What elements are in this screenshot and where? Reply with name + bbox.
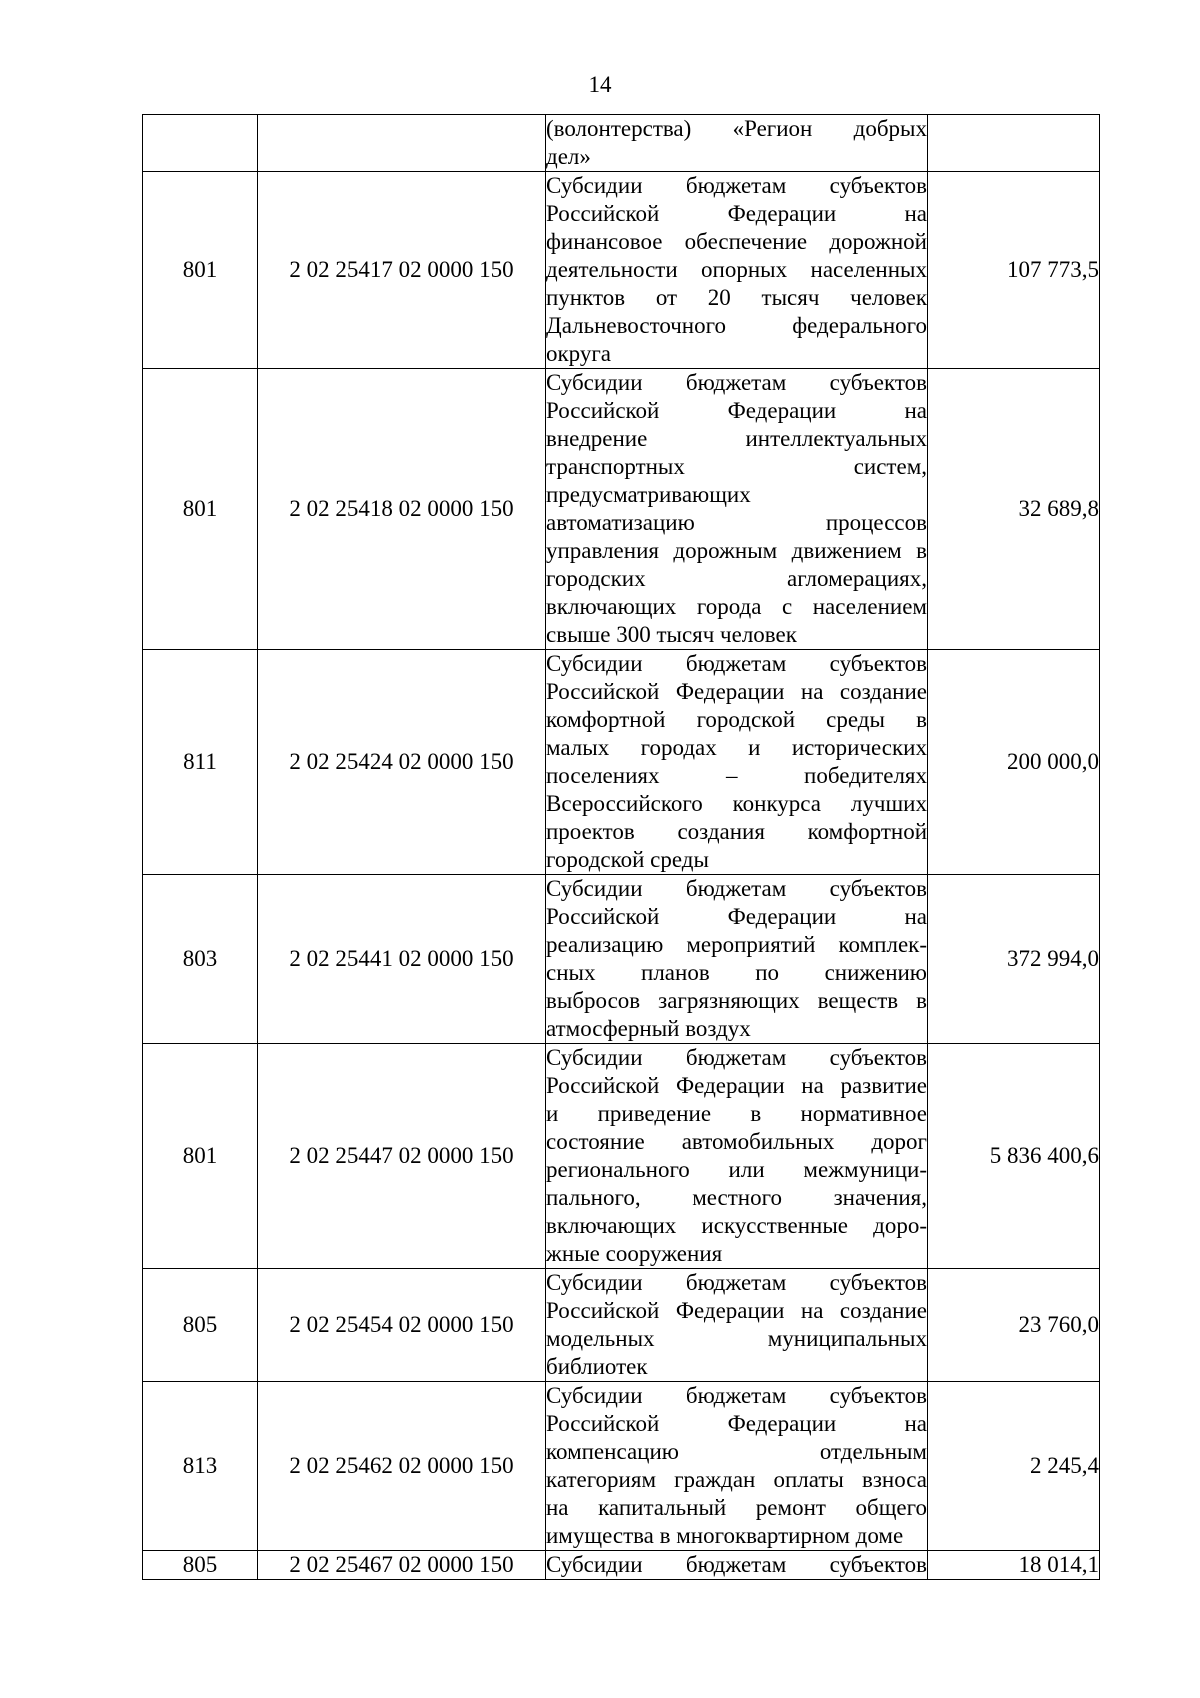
income-name-line: Субсидии бюджетам субъектов (546, 876, 927, 901)
income-name-line: управления дорожным движением в (546, 538, 927, 563)
income-name-line: Российской Федерации на (546, 398, 927, 423)
budget-table-body (143, 115, 1100, 1580)
income-name-line: атмосферный воздух (546, 1016, 751, 1041)
table-row (143, 875, 1100, 1044)
income-name-line: округа (546, 341, 612, 366)
income-name-line: Субсидии бюджетам субъектов (546, 651, 927, 676)
budget-code-cell: 2 02 25418 02 0000 150 (258, 369, 546, 650)
income-name-line: и приведение в нормативное (546, 1101, 927, 1126)
amount-cell: 372 994,0 (928, 875, 1100, 1044)
income-name-line: жные сооружения (546, 1241, 723, 1266)
income-name-line: свыше 300 тысяч человек (546, 622, 797, 647)
income-name-line: транспортных систем, (546, 454, 927, 479)
table-row (143, 115, 1100, 172)
amount-cell: 200 000,0 (928, 650, 1100, 875)
income-name-cell (546, 172, 928, 369)
income-name-line: городских агломерациях, (546, 566, 927, 591)
admin-code-cell: 811 (143, 650, 258, 875)
income-name-line: Дальневосточного федерального (546, 313, 927, 338)
income-name-line: поселениях – победителях (546, 763, 927, 788)
income-name-line: городской среды (546, 847, 709, 872)
income-name-cell (546, 1044, 928, 1269)
income-name-cell (546, 875, 928, 1044)
income-name-line: Всероссийского конкурса лучших (546, 791, 927, 816)
budget-code-cell: 2 02 25424 02 0000 150 (258, 650, 546, 875)
income-name-line: регионального или межмуници- (546, 1157, 927, 1182)
income-name-line: Российской Федерации на создание (546, 679, 927, 704)
income-name-line: Субсидии бюджетам субъектов (546, 1270, 927, 1295)
income-name-line: имущества в многоквартирном доме (546, 1523, 904, 1548)
income-name-line: Российской Федерации на (546, 201, 927, 226)
budget-code-cell: 2 02 25462 02 0000 150 (258, 1382, 546, 1551)
admin-code-cell: 803 (143, 875, 258, 1044)
income-name-line: Российской Федерации на создание (546, 1298, 927, 1323)
income-name-line: Субсидии бюджетам субъектов (546, 1552, 927, 1577)
income-name-line: состояние автомобильных дорог (546, 1129, 927, 1154)
income-name-cell (546, 1551, 928, 1580)
table-row (143, 650, 1100, 875)
budget-code-cell: 2 02 25417 02 0000 150 (258, 172, 546, 369)
income-name-line: внедрение интеллектуальных (546, 426, 927, 451)
amount-cell: 32 689,8 (928, 369, 1100, 650)
income-name-cell (546, 115, 928, 172)
amount-cell: 23 760,0 (928, 1269, 1100, 1382)
income-name-line: проектов создания комфортной (546, 819, 927, 844)
income-name-line: категориям граждан оплаты взноса (546, 1467, 927, 1492)
income-name-line: включающих искусственные доро- (546, 1213, 927, 1238)
amount-cell: 5 836 400,6 (928, 1044, 1100, 1269)
budget-code-cell (258, 115, 546, 172)
income-name-line: деятельности опорных населенных (546, 257, 927, 282)
admin-code-cell: 813 (143, 1382, 258, 1551)
income-name-line: Российской Федерации на (546, 1411, 927, 1436)
income-name-cell (546, 369, 928, 650)
table-row (143, 369, 1100, 650)
income-name-line: дел» (546, 144, 591, 169)
admin-code-cell: 801 (143, 172, 258, 369)
income-name-line: Субсидии бюджетам субъектов (546, 1383, 927, 1408)
income-name-cell (546, 650, 928, 875)
table-row (143, 1382, 1100, 1551)
income-name-line: сных планов по снижению (546, 960, 927, 985)
income-name-line: малых городах и исторических (546, 735, 927, 760)
income-name-line: Российской Федерации на развитие (546, 1073, 927, 1098)
income-name-line: реализацию мероприятий комплек- (546, 932, 927, 957)
budget-table (142, 114, 1100, 1580)
budget-code-cell: 2 02 25441 02 0000 150 (258, 875, 546, 1044)
amount-cell: 2 245,4 (928, 1382, 1100, 1551)
amount-cell: 18 014,1 (928, 1551, 1100, 1580)
income-name-line: комфортной городской среды в (546, 707, 927, 732)
admin-code-cell: 801 (143, 1044, 258, 1269)
amount-cell: 107 773,5 (928, 172, 1100, 369)
income-name-line: Субсидии бюджетам субъектов (546, 370, 927, 395)
income-name-line: выбросов загрязняющих веществ в (546, 988, 927, 1013)
income-name-cell (546, 1382, 928, 1551)
admin-code-cell: 805 (143, 1269, 258, 1382)
income-name-line: (волонтерства) «Регион добрых (546, 116, 927, 141)
income-name-line: компенсацию отдельным (546, 1439, 927, 1464)
admin-code-cell: 805 (143, 1551, 258, 1580)
income-name-line: Субсидии бюджетам субъектов (546, 173, 927, 198)
income-name-line: включающих города с населением (546, 594, 927, 619)
income-name-line: предусматривающих (546, 482, 751, 507)
income-name-line: пунктов от 20 тысяч человек (546, 285, 927, 310)
table-row (143, 1269, 1100, 1382)
budget-code-cell: 2 02 25467 02 0000 150 (258, 1551, 546, 1580)
income-name-cell (546, 1269, 928, 1382)
table-row (143, 1551, 1100, 1580)
admin-code-cell: 801 (143, 369, 258, 650)
income-name-line: Субсидии бюджетам субъектов (546, 1045, 927, 1070)
admin-code-cell (143, 115, 258, 172)
income-name-line: библиотек (546, 1354, 648, 1379)
income-name-line: на капитальный ремонт общего (546, 1495, 927, 1520)
amount-cell (928, 115, 1100, 172)
income-name-line: модельных муниципальных (546, 1326, 927, 1351)
income-name-line: финансовое обеспечение дорожной (546, 229, 927, 254)
income-name-line: Российской Федерации на (546, 904, 927, 929)
income-name-line: автоматизацию процессов (546, 510, 927, 535)
table-row (143, 172, 1100, 369)
budget-code-cell: 2 02 25454 02 0000 150 (258, 1269, 546, 1382)
income-name-line: пального, местного значения, (546, 1185, 927, 1210)
table-row (143, 1044, 1100, 1269)
budget-code-cell: 2 02 25447 02 0000 150 (258, 1044, 546, 1269)
page-number: 14 (588, 72, 612, 97)
